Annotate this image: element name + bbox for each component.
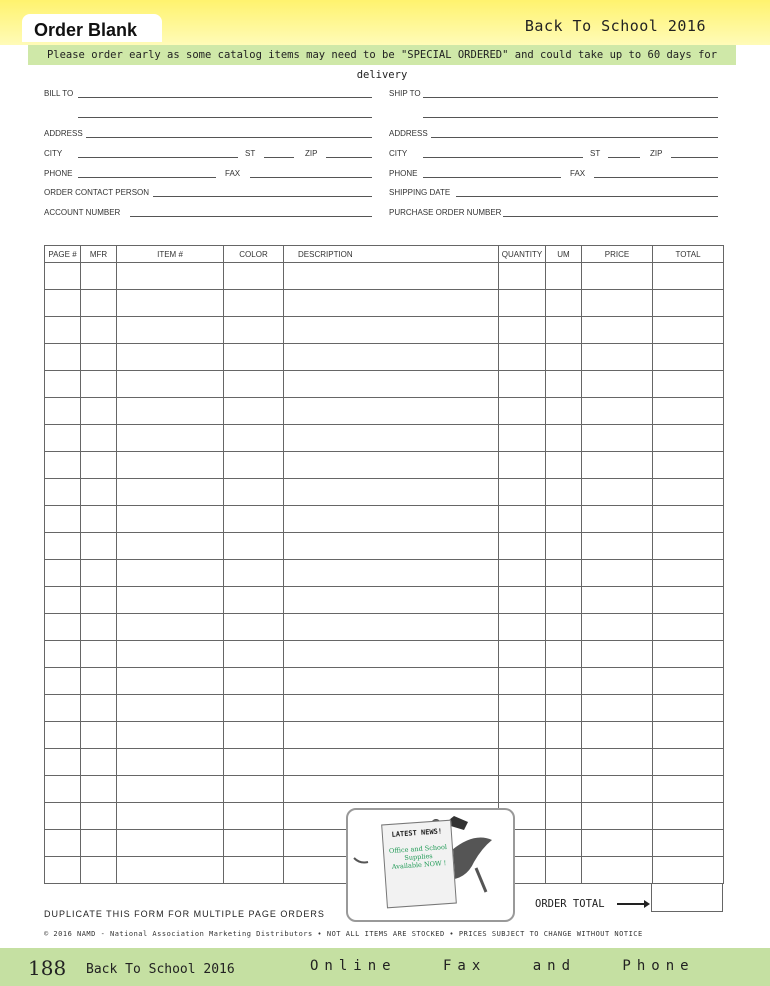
table-cell[interactable] <box>499 290 546 317</box>
table-cell[interactable] <box>81 425 117 452</box>
table-cell[interactable] <box>224 344 284 371</box>
table-cell[interactable] <box>546 344 582 371</box>
table-cell[interactable] <box>117 560 224 587</box>
table-cell[interactable] <box>224 533 284 560</box>
table-cell[interactable] <box>117 344 224 371</box>
table-cell[interactable] <box>546 533 582 560</box>
table-row <box>45 263 724 290</box>
table-cell[interactable] <box>117 776 224 803</box>
table-cell[interactable] <box>224 614 284 641</box>
table-cell[interactable] <box>284 533 499 560</box>
table-cell[interactable] <box>224 506 284 533</box>
table-cell[interactable] <box>653 506 724 533</box>
table-cell[interactable] <box>284 560 499 587</box>
table-cell[interactable] <box>653 587 724 614</box>
table-cell[interactable] <box>653 830 724 857</box>
table-cell[interactable] <box>582 560 653 587</box>
table-cell[interactable] <box>224 398 284 425</box>
table-cell[interactable] <box>284 506 499 533</box>
table-cell[interactable] <box>653 263 724 290</box>
table-row <box>45 317 724 344</box>
table-cell[interactable] <box>653 857 724 884</box>
contact-line[interactable] <box>153 196 372 197</box>
table-cell[interactable] <box>653 344 724 371</box>
table-cell[interactable] <box>117 722 224 749</box>
order-total-field[interactable] <box>651 884 723 912</box>
table-cell[interactable] <box>284 398 499 425</box>
table-cell[interactable] <box>117 641 224 668</box>
footer-tagline: Online Fax and Phone <box>310 958 695 974</box>
table-row <box>45 614 724 641</box>
table-cell[interactable] <box>582 533 653 560</box>
table-cell[interactable] <box>117 857 224 884</box>
table-cell[interactable] <box>117 263 224 290</box>
table-cell[interactable] <box>653 749 724 776</box>
shipping-date-line[interactable] <box>456 196 718 197</box>
table-cell[interactable] <box>224 695 284 722</box>
table-cell[interactable] <box>224 830 284 857</box>
table-row <box>45 776 724 803</box>
account-line[interactable] <box>130 216 372 217</box>
col-header: TOTAL <box>653 246 724 263</box>
table-cell[interactable] <box>284 317 499 344</box>
table-cell[interactable] <box>284 641 499 668</box>
news-body: Office and School Supplies Available NOW ! <box>388 843 448 871</box>
table-cell[interactable] <box>284 614 499 641</box>
table-cell[interactable] <box>582 776 653 803</box>
table-cell[interactable] <box>582 695 653 722</box>
table-cell[interactable] <box>653 560 724 587</box>
table-cell[interactable] <box>582 479 653 506</box>
table-cell[interactable] <box>45 506 81 533</box>
table-cell[interactable] <box>546 749 582 776</box>
table-cell[interactable] <box>653 290 724 317</box>
table-cell[interactable] <box>653 371 724 398</box>
page-number: 188 <box>28 956 67 980</box>
table-cell[interactable] <box>653 803 724 830</box>
table-cell[interactable] <box>81 830 117 857</box>
table-cell[interactable] <box>117 371 224 398</box>
ship-fax-label: FAX <box>570 169 586 178</box>
table-cell[interactable] <box>284 776 499 803</box>
table-cell[interactable] <box>224 479 284 506</box>
table-cell[interactable] <box>499 695 546 722</box>
table-cell[interactable] <box>45 857 81 884</box>
page-title: Order Blank <box>34 20 138 40</box>
table-cell[interactable] <box>224 749 284 776</box>
col-header: QUANTITY <box>499 246 546 263</box>
table-cell[interactable] <box>224 425 284 452</box>
table-cell[interactable] <box>653 695 724 722</box>
table-cell[interactable] <box>117 587 224 614</box>
table-cell[interactable] <box>117 533 224 560</box>
table-cell[interactable] <box>582 263 653 290</box>
ship-phone-label: PHONE <box>389 169 418 178</box>
bill-zip-line[interactable] <box>326 157 372 158</box>
table-cell[interactable] <box>582 425 653 452</box>
table-cell[interactable] <box>653 533 724 560</box>
table-cell[interactable] <box>117 479 224 506</box>
table-cell[interactable] <box>45 587 81 614</box>
table-cell[interactable] <box>499 317 546 344</box>
table-cell[interactable] <box>546 560 582 587</box>
bill-fax-line[interactable] <box>250 177 372 178</box>
table-cell[interactable] <box>499 479 546 506</box>
table-row <box>45 398 724 425</box>
table-cell[interactable] <box>284 425 499 452</box>
account-label: ACCOUNT NUMBER <box>44 208 121 217</box>
table-cell[interactable] <box>81 452 117 479</box>
ship-city-line[interactable] <box>423 157 583 158</box>
table-cell[interactable] <box>653 776 724 803</box>
table-cell[interactable] <box>582 587 653 614</box>
table-cell[interactable] <box>81 371 117 398</box>
table-cell[interactable] <box>284 452 499 479</box>
table-cell[interactable] <box>81 776 117 803</box>
po-number-line[interactable] <box>503 216 718 217</box>
table-cell[interactable] <box>582 722 653 749</box>
table-cell[interactable] <box>45 398 81 425</box>
table-cell[interactable] <box>117 803 224 830</box>
table-cell[interactable] <box>117 668 224 695</box>
bill-to-line-1[interactable] <box>78 97 372 98</box>
ship-to-line-2[interactable] <box>423 117 718 118</box>
table-cell[interactable] <box>45 344 81 371</box>
table-cell[interactable] <box>499 344 546 371</box>
table-row <box>45 641 724 668</box>
col-header: UM <box>546 246 582 263</box>
table-cell[interactable] <box>582 398 653 425</box>
table-cell[interactable] <box>284 479 499 506</box>
table-cell[interactable] <box>499 587 546 614</box>
table-cell[interactable] <box>81 263 117 290</box>
table-row <box>45 560 724 587</box>
table-cell[interactable] <box>582 641 653 668</box>
col-header: ITEM # <box>117 246 224 263</box>
table-cell[interactable] <box>81 749 117 776</box>
season-title: Back To School 2016 <box>524 17 706 35</box>
bill-to-line-2[interactable] <box>78 117 372 118</box>
table-cell[interactable] <box>582 857 653 884</box>
table-cell[interactable] <box>546 479 582 506</box>
table-cell[interactable] <box>546 695 582 722</box>
table-cell[interactable] <box>499 506 546 533</box>
table-cell[interactable] <box>499 425 546 452</box>
table-row <box>45 425 724 452</box>
table-cell[interactable] <box>81 290 117 317</box>
bill-phone-label: PHONE <box>44 169 73 178</box>
table-cell[interactable] <box>582 506 653 533</box>
grid-body <box>45 263 724 884</box>
table-cell[interactable] <box>224 803 284 830</box>
table-cell[interactable] <box>81 641 117 668</box>
table-cell[interactable] <box>546 614 582 641</box>
table-row <box>45 533 724 560</box>
table-cell[interactable] <box>546 722 582 749</box>
arrow-right-icon <box>617 903 645 905</box>
table-cell[interactable] <box>224 452 284 479</box>
news-headline: LATEST NEWS! <box>391 827 443 839</box>
copyright-line: © 2016 NAMD - National Association Marketing Distributors • NOT ALL ITEMS ARE STOCKED • PRICES SUBJECT TO CHANGE WITHOUT NOTICE <box>44 930 643 938</box>
table-cell[interactable] <box>499 614 546 641</box>
table-cell[interactable] <box>284 749 499 776</box>
table-row <box>45 668 724 695</box>
table-cell[interactable] <box>546 263 582 290</box>
table-cell[interactable] <box>45 749 81 776</box>
table-cell[interactable] <box>81 668 117 695</box>
table-row <box>45 479 724 506</box>
table-cell[interactable] <box>117 425 224 452</box>
table-cell[interactable] <box>546 452 582 479</box>
table-cell[interactable] <box>224 668 284 695</box>
table-cell[interactable] <box>499 776 546 803</box>
bill-city-line[interactable] <box>78 157 238 158</box>
table-cell[interactable] <box>653 722 724 749</box>
table-cell[interactable] <box>224 317 284 344</box>
order-total-label: ORDER TOTAL <box>535 898 645 910</box>
table-cell[interactable] <box>653 425 724 452</box>
footer-title: Back To School 2016 <box>86 962 235 977</box>
table-cell[interactable] <box>546 506 582 533</box>
table-cell[interactable] <box>653 641 724 668</box>
col-header: MFR <box>81 246 117 263</box>
table-cell[interactable] <box>45 263 81 290</box>
table-cell[interactable] <box>81 533 117 560</box>
table-cell[interactable] <box>81 722 117 749</box>
table-cell[interactable] <box>81 614 117 641</box>
table-cell[interactable] <box>284 695 499 722</box>
table-row <box>45 506 724 533</box>
table-cell[interactable] <box>284 344 499 371</box>
table-cell[interactable] <box>81 317 117 344</box>
table-cell[interactable] <box>45 425 81 452</box>
table-cell[interactable] <box>45 452 81 479</box>
table-cell[interactable] <box>653 317 724 344</box>
bill-phone-line[interactable] <box>78 177 216 178</box>
table-cell[interactable] <box>224 371 284 398</box>
ship-phone-line[interactable] <box>423 177 561 178</box>
title-tab <box>22 14 162 42</box>
table-cell[interactable] <box>284 371 499 398</box>
table-cell[interactable] <box>224 263 284 290</box>
ship-fax-line[interactable] <box>594 177 718 178</box>
table-cell[interactable] <box>81 506 117 533</box>
table-cell[interactable] <box>582 290 653 317</box>
table-cell[interactable] <box>546 641 582 668</box>
table-cell[interactable] <box>117 452 224 479</box>
table-row <box>45 371 724 398</box>
order-grid <box>44 245 724 884</box>
table-cell[interactable] <box>546 776 582 803</box>
ship-to-line-1[interactable] <box>423 97 718 98</box>
table-cell[interactable] <box>546 425 582 452</box>
table-cell[interactable] <box>117 317 224 344</box>
table-cell[interactable] <box>45 533 81 560</box>
bill-to-label: BILL TO <box>44 89 74 98</box>
news-sign <box>381 820 457 909</box>
table-cell[interactable] <box>81 857 117 884</box>
table-cell[interactable] <box>117 830 224 857</box>
table-cell[interactable] <box>45 560 81 587</box>
grid-header-row <box>45 246 724 263</box>
col-header: DESCRIPTION <box>284 246 499 263</box>
ship-st-line[interactable] <box>608 157 640 158</box>
table-cell[interactable] <box>117 614 224 641</box>
bill-address-label: ADDRESS <box>44 129 83 138</box>
bill-st-label: ST <box>245 149 256 158</box>
table-cell[interactable] <box>81 398 117 425</box>
table-cell[interactable] <box>546 857 582 884</box>
table-row <box>45 290 724 317</box>
table-row <box>45 749 724 776</box>
table-cell[interactable] <box>224 722 284 749</box>
table-cell[interactable] <box>284 263 499 290</box>
ship-to-label: SHIP TO <box>389 89 421 98</box>
table-cell[interactable] <box>117 398 224 425</box>
table-cell[interactable] <box>582 344 653 371</box>
table-cell[interactable] <box>546 371 582 398</box>
shipping-date-label: SHIPPING DATE <box>389 188 451 197</box>
table-cell[interactable] <box>45 641 81 668</box>
table-cell[interactable] <box>499 749 546 776</box>
table-cell[interactable] <box>499 668 546 695</box>
table-cell[interactable] <box>653 479 724 506</box>
col-header: PAGE # <box>45 246 81 263</box>
bill-city-label: CITY <box>44 149 63 158</box>
table-cell[interactable] <box>45 803 81 830</box>
table-cell[interactable] <box>45 371 81 398</box>
table-cell[interactable] <box>224 587 284 614</box>
table-cell[interactable] <box>224 857 284 884</box>
table-cell[interactable] <box>81 344 117 371</box>
table-cell[interactable] <box>653 398 724 425</box>
table-cell[interactable] <box>45 614 81 641</box>
table-cell[interactable] <box>224 290 284 317</box>
table-cell[interactable] <box>45 479 81 506</box>
table-cell[interactable] <box>582 614 653 641</box>
table-cell[interactable] <box>546 668 582 695</box>
table-cell[interactable] <box>653 668 724 695</box>
bill-fax-label: FAX <box>225 169 241 178</box>
table-cell[interactable] <box>582 749 653 776</box>
table-cell[interactable] <box>45 776 81 803</box>
table-cell[interactable] <box>499 560 546 587</box>
table-cell[interactable] <box>499 398 546 425</box>
table-cell[interactable] <box>284 722 499 749</box>
table-cell[interactable] <box>45 722 81 749</box>
table-cell[interactable] <box>546 290 582 317</box>
order-notice: Please order early as some catalog items may need to be "SPECIAL ORDERED" and could take up to 60 days for delivery <box>28 45 736 65</box>
table-cell[interactable] <box>224 560 284 587</box>
table-cell[interactable] <box>45 317 81 344</box>
table-cell[interactable] <box>499 641 546 668</box>
table-cell[interactable] <box>45 695 81 722</box>
table-cell[interactable] <box>81 587 117 614</box>
table-cell[interactable] <box>224 776 284 803</box>
contact-label: ORDER CONTACT PERSON <box>44 188 150 197</box>
bill-st-line[interactable] <box>264 157 294 158</box>
latest-news-ad <box>346 808 515 922</box>
table-cell[interactable] <box>499 263 546 290</box>
bill-zip-label: ZIP <box>305 149 318 158</box>
table-row <box>45 344 724 371</box>
ship-zip-label: ZIP <box>650 149 663 158</box>
table-cell[interactable] <box>546 317 582 344</box>
table-cell[interactable] <box>284 290 499 317</box>
table-cell[interactable] <box>284 668 499 695</box>
table-cell[interactable] <box>499 722 546 749</box>
col-header: COLOR <box>224 246 284 263</box>
table-cell[interactable] <box>582 668 653 695</box>
table-cell[interactable] <box>117 290 224 317</box>
table-cell[interactable] <box>284 587 499 614</box>
table-cell[interactable] <box>117 749 224 776</box>
table-row <box>45 587 724 614</box>
po-number-label: PURCHASE ORDER NUMBER <box>389 208 502 217</box>
table-cell[interactable] <box>582 830 653 857</box>
col-header: PRICE <box>582 246 653 263</box>
table-cell[interactable] <box>653 452 724 479</box>
table-cell[interactable] <box>546 587 582 614</box>
table-cell[interactable] <box>499 533 546 560</box>
bill-address-line[interactable] <box>86 137 372 138</box>
ship-address-line[interactable] <box>431 137 718 138</box>
table-cell[interactable] <box>653 614 724 641</box>
table-cell[interactable] <box>45 668 81 695</box>
table-cell[interactable] <box>546 398 582 425</box>
ship-st-label: ST <box>590 149 601 158</box>
table-row <box>45 722 724 749</box>
table-cell[interactable] <box>81 803 117 830</box>
ship-zip-line[interactable] <box>671 157 718 158</box>
table-cell[interactable] <box>582 317 653 344</box>
table-cell[interactable] <box>499 371 546 398</box>
table-cell[interactable] <box>582 371 653 398</box>
table-cell[interactable] <box>582 452 653 479</box>
duplicate-note: DUPLICATE THIS FORM FOR MULTIPLE PAGE ORDERS <box>44 909 325 919</box>
table-cell[interactable] <box>81 479 117 506</box>
table-cell[interactable] <box>117 695 224 722</box>
table-cell[interactable] <box>81 695 117 722</box>
ship-address-label: ADDRESS <box>389 129 428 138</box>
table-row <box>45 695 724 722</box>
table-cell[interactable] <box>499 452 546 479</box>
table-cell[interactable] <box>45 830 81 857</box>
table-cell[interactable] <box>224 641 284 668</box>
table-cell[interactable] <box>117 506 224 533</box>
table-cell[interactable] <box>81 560 117 587</box>
ship-city-label: CITY <box>389 149 408 158</box>
table-row <box>45 452 724 479</box>
table-cell[interactable] <box>45 290 81 317</box>
table-cell[interactable] <box>582 803 653 830</box>
table-cell[interactable] <box>546 830 582 857</box>
table-cell[interactable] <box>546 803 582 830</box>
